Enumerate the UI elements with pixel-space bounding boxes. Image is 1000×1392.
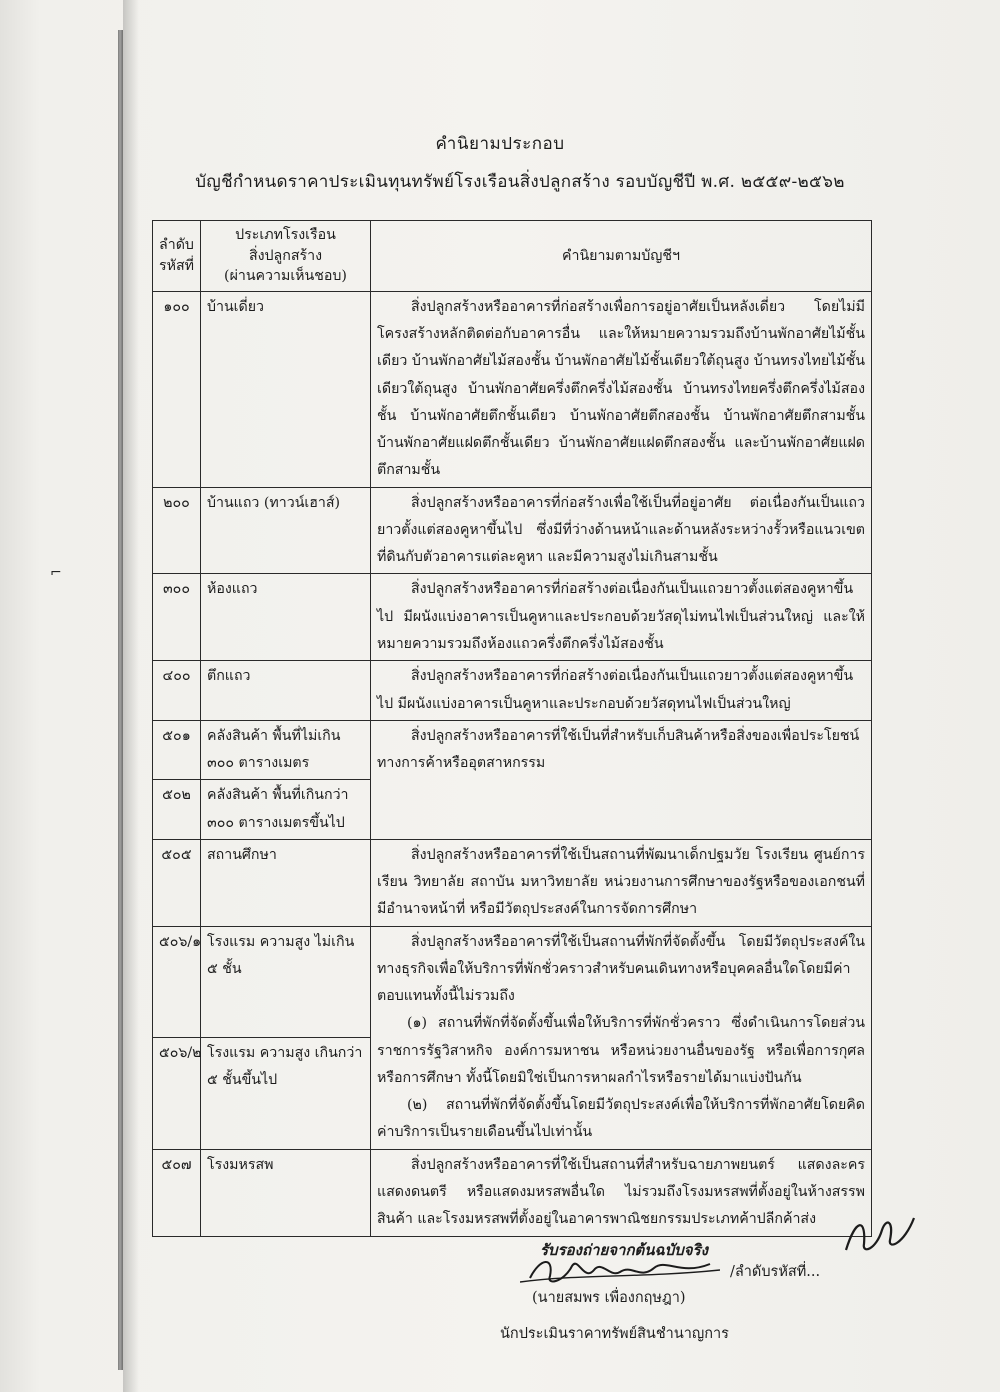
row-code: ๑๐๐ [153,291,201,487]
row-code: ๓๐๐ [153,574,201,661]
hotel-definition-main: สิ่งปลูกสร้างหรืออาคารที่ใช้เป็นสถานที่พักที่จัดตั้งขึ้น โดยมีวัตถุประสงค์ในทางธุรกิจเพื่อให้บริการที่พักชั่วคราวสำหรับคนเดินทางหรือบุคคลอื่นใดโดยมีค่าตอบแทนทั้งนี้ไม่รวมถึง [377,933,865,1005]
stray-mark: ⌐ [50,565,62,581]
definitions-table [152,220,872,1237]
header-definition: คำนิยามตามบัญชีฯ [371,221,872,292]
row-type: โรงมหรสพ [201,1149,371,1236]
row-definition: สิ่งปลูกสร้างหรืออาคารที่ใช้เป็นสถานที่พัฒนาเด็กปฐมวัย โรงเรียน ศูนย์การเรียน วิทยาลัย สถาบัน มหาวิทยาลัย หน่วยงานการศึกษาของรัฐหรือของเอกชนที่มีอำนาจหน้าที่ หรือมีวัตถุประสงค์ในการจัดการศึกษา [371,839,872,926]
header-code: ลำดับ รหัสที่ [153,221,201,292]
row-code: ๔๐๐ [153,661,201,721]
hotel-definition-exception-1: (๑) สถานที่พักที่จัดตั้งขึ้นเพื่อให้บริการที่พักชั่วคราว ซึ่งดำเนินการโดยส่วนราชการรัฐวิสาหกิจ องค์การมหาชน หรือหน่วยงานอื่นของรัฐ หรือเพื่อการกุศล หรือการศึกษา ทั้งนี้โดยมิใช่เป็นการหาผลกำไรหรือรายได้มาแบ่งปันกัน [377,1015,865,1086]
row-code: ๕๐๖/๒ [153,1038,201,1150]
handwritten-signature [520,1252,720,1288]
certification-block [480,1228,920,1378]
row-type: บ้านเดี่ยว [201,291,371,487]
header-type-line1: ประเภทโรงเรือน [235,227,336,243]
row-code: ๕๐๒ [153,780,201,840]
table-header-row [153,221,872,292]
table-row [153,720,872,780]
certified-copy-stamp: รับรองถ่ายจากต้นฉบับจริง [540,1241,708,1259]
row-code: ๕๐๖/๑ [153,926,201,1038]
row-type: ห้องแถว [201,574,371,661]
table-row [153,291,872,487]
row-definition: สิ่งปลูกสร้างหรืออาคารที่ก่อสร้างต่อเนื่องกันเป็นแถวยาวตั้งแต่สองคูหาขึ้นไป มีผนังแบ่งอาคารเป็นคูหาและประกอบด้วยวัสดุทนไฟเป็นส่วนใหญ่ [371,661,872,721]
binder-edge [118,30,123,1370]
document-subtitle: บัญชีกำหนดราคาประเมินทุนทรัพย์โรงเรือนสิ่งปลูกสร้าง รอบบัญชีปี พ.ศ. ๒๕๕๙-๒๕๖๒ [195,172,845,192]
row-type: บ้านแถว (ทาวน์เฮาส์) [201,487,371,574]
code-reference-line: /ลำดับรหัสที่... [730,1264,821,1280]
header-type-line2: สิ่งปลูกสร้าง [248,247,323,264]
signer-name: (นายสมพร เพื่องกฤษฎา) [532,1290,686,1306]
row-code: ๕๐๑ [153,720,201,780]
document-title: คำนิยามประกอบ [435,134,565,154]
header-type-line3: (ผ่านความเห็นชอบ) [224,268,347,285]
row-type: โรงแรม ความสูง ไม่เกิน ๕ ชั้น [201,926,371,1038]
binder-shadow [123,0,139,1392]
row-type: สถานศึกษา [201,839,371,926]
row-definition: สิ่งปลูกสร้างหรืออาคารที่ก่อสร้างต่อเนื่องกันเป็นแถวยาวตั้งแต่สองคูหาขึ้นไป มีผนังแบ่งอาคารเป็นคูหาและประกอบด้วยวัสดุไม่ทนไฟเป็นส่วนใหญ่ และให้หมายความรวมถึงห้องแถวครึ่งตึกครึ่งไม้สองชั้น [371,574,872,661]
header-type [201,221,371,292]
row-definition: สิ่งปลูกสร้างหรืออาคารที่ใช้เป็นสถานที่สำหรับฉายภาพยนตร์ แสดงละคร แสดงดนตรี หรือแสดงมหรสพอื่นใด ไม่รวมถึงโรงมหรสพที่ตั้งอยู่ในห้างสรรพสินค้า และโรงมหรสพที่ตั้งอยู่ในอาคารพาณิชยกรรมประเภทค้าปลีกค้าส่ง [371,1149,872,1236]
row-type: ตึกแถว [201,661,371,721]
row-type: คลังสินค้า พื้นที่ไม่เกิน ๓๐๐ ตารางเมตร [201,720,371,780]
row-type: โรงแรม ความสูง เกินกว่า ๕ ชั้นขึ้นไป [201,1038,371,1150]
table-row [153,661,872,721]
row-definition: สิ่งปลูกสร้างหรืออาคารที่ก่อสร้างเพื่อการอยู่อาศัยเป็นหลังเดี่ยว โดยไม่มีโครงสร้างหลักติดต่อกับอาคารอื่น และให้หมายความรวมถึงบ้านพักอาศัยไม้ชั้นเดียว บ้านพักอาศัยไม้สองชั้น บ้านพักอาศัยไม้ชั้นเดียวใต้ถุนสูง บ้านทรงไทยไม้ชั้นเดียวใต้ถุนสูง บ้านพักอาศัยครึ่งตึกครึ่งไม้สองชั้น บ้านทรงไทยครึ่งตึกครึ่งไม้สองชั้น บ้านพักอาศัยตึกชั้นเดียว บ้านพักอาศัยตึกสองชั้น บ้านพักอาศัยตึกสามชั้น บ้านพักอาศัยแฝดตึกชั้นเดียว บ้านพักอาศัยแฝดตึกสองชั้น และบ้านพักอาศัยแฝดตึกสามชั้น [371,291,872,487]
row-code: ๕๐๕ [153,839,201,926]
table-row [153,1149,872,1236]
row-type: คลังสินค้า พื้นที่เกินกว่า ๓๐๐ ตารางเมตรขึ้นไป [201,780,371,840]
row-code: ๕๐๗ [153,1149,201,1236]
row-definition [371,926,872,1149]
row-definition: สิ่งปลูกสร้างหรืออาคารที่ใช้เป็นที่สำหรับเก็บสินค้าหรือสิ่งของเพื่อประโยชน์ทางการค้าหรืออุตสาหกรรม [371,720,872,839]
initial-signature [840,1210,920,1260]
table-row [153,926,872,1038]
hotel-definition-exception-2: (๒) สถานที่พักที่จัดตั้งขึ้นโดยมีวัตถุประสงค์เพื่อให้บริการที่พักอาศัยโดยคิดค่าบริการเป็นรายเดือนขึ้นไปเท่านั้น [377,1097,865,1141]
signer-position: นักประเมินราคาทรัพย์สินชำนาญการ [500,1326,729,1342]
table-row [153,839,872,926]
row-code: ๒๐๐ [153,487,201,574]
table-row [153,574,872,661]
row-definition: สิ่งปลูกสร้างหรืออาคารที่ก่อสร้างเพื่อใช้เป็นที่อยู่อาศัย ต่อเนื่องกันเป็นแถวยาวตั้งแต่สองคูหาขึ้นไป ซึ่งมีที่ว่างด้านหน้าและด้านหลังระหว่างรั้วหรือแนวเขตที่ดินกับตัวอาคารแต่ละคูหา และมีความสูงไม่เกินสามชั้น [371,487,872,574]
table-row [153,487,872,574]
